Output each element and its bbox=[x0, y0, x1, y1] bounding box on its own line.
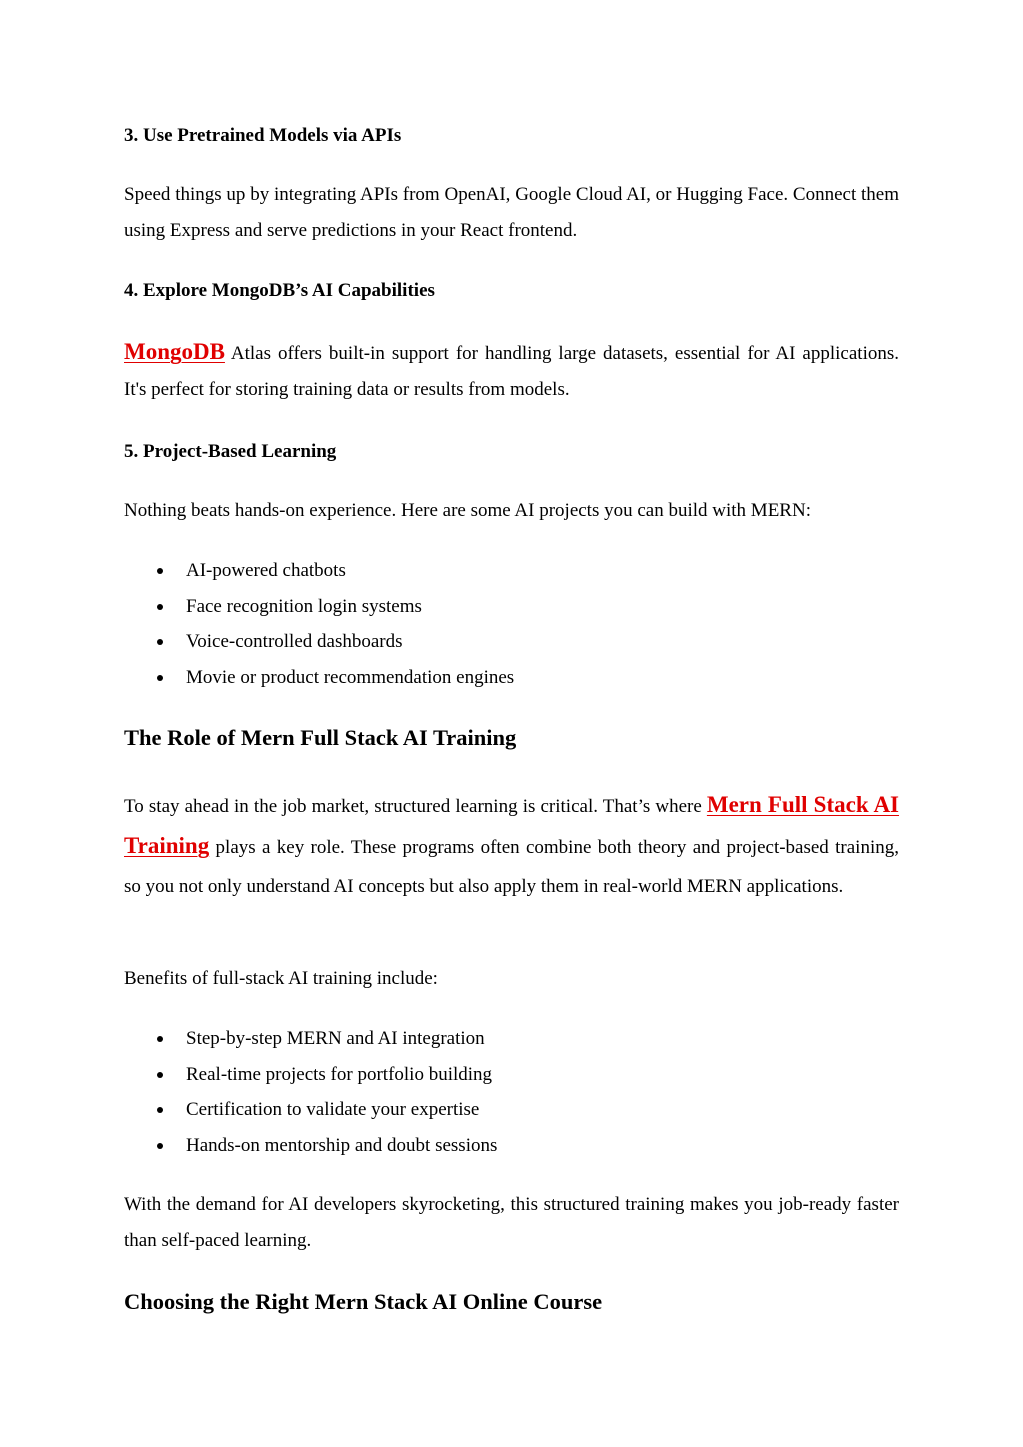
list-item: Voice-controlled dashboards bbox=[124, 624, 514, 660]
bullet-icon bbox=[157, 1036, 163, 1042]
bullet-icon bbox=[157, 1143, 163, 1149]
list-item: Real-time projects for portfolio building bbox=[124, 1057, 497, 1093]
role-paragraph-text-before: To stay ahead in the job market, structured learning is critical. That’s where bbox=[124, 796, 707, 817]
section-paragraph-project-intro: Nothing beats hands-on experience. Here are some AI projects you can build with MERN: bbox=[124, 500, 811, 521]
mongodb-paragraph-text: Atlas offers built-in support for handling large datasets, essential for AI applications. It's perfect for storing training data or results from models. bbox=[124, 343, 899, 400]
bullet-icon bbox=[157, 675, 163, 681]
mern-full-stack-ai-training-link[interactable]: Mern Full Stack AI Training bbox=[124, 792, 900, 858]
bullet-icon bbox=[157, 568, 163, 574]
section-paragraph-mongodb bbox=[124, 334, 899, 407]
section-heading-role-of-training: The Role of Mern Full Stack AI Training bbox=[124, 725, 517, 750]
project-ideas-list bbox=[124, 553, 514, 695]
list-item: Face recognition login systems bbox=[124, 589, 514, 625]
bullet-icon bbox=[157, 604, 163, 610]
section-heading-mongodb-ai: 4. Explore MongoDB’s AI Capabilities bbox=[124, 280, 435, 301]
list-item: AI-powered chatbots bbox=[124, 553, 514, 589]
list-item: Hands-on mentorship and doubt sessions bbox=[124, 1128, 497, 1164]
list-item: Movie or product recommendation engines bbox=[124, 660, 514, 696]
section-heading-project-based-learning: 5. Project-Based Learning bbox=[124, 441, 337, 462]
section-paragraph-role bbox=[124, 785, 899, 906]
list-item: Certification to validate your expertise bbox=[124, 1092, 497, 1128]
role-paragraph-text-after: plays a key role. These programs often combine both theory and project-based training, so you not only understand AI concepts but also apply them in real-world MERN applications. bbox=[124, 837, 899, 897]
bullet-icon bbox=[157, 639, 163, 645]
bullet-icon bbox=[157, 1072, 163, 1078]
section-paragraph-benefits-intro: Benefits of full-stack AI training include: bbox=[124, 968, 438, 989]
section-heading-use-pretrained-models: 3. Use Pretrained Models via APIs bbox=[124, 125, 402, 146]
benefits-list bbox=[124, 1021, 497, 1163]
list-item: Step-by-step MERN and AI integration bbox=[124, 1021, 497, 1057]
section-paragraph-pretrained-models: Speed things up by integrating APIs from OpenAI, Google Cloud AI, or Hugging Face. Connect them using Express and serve predictions in your React frontend. bbox=[124, 184, 899, 241]
mongodb-link[interactable]: MongoDB bbox=[124, 339, 225, 364]
section-heading-choosing-course: Choosing the Right Mern Stack AI Online Course bbox=[124, 1289, 603, 1314]
bullet-icon bbox=[157, 1107, 163, 1113]
section-paragraph-closing: With the demand for AI developers skyrocketing, this structured training makes you job-ready faster than self-paced learning. bbox=[124, 1194, 899, 1251]
